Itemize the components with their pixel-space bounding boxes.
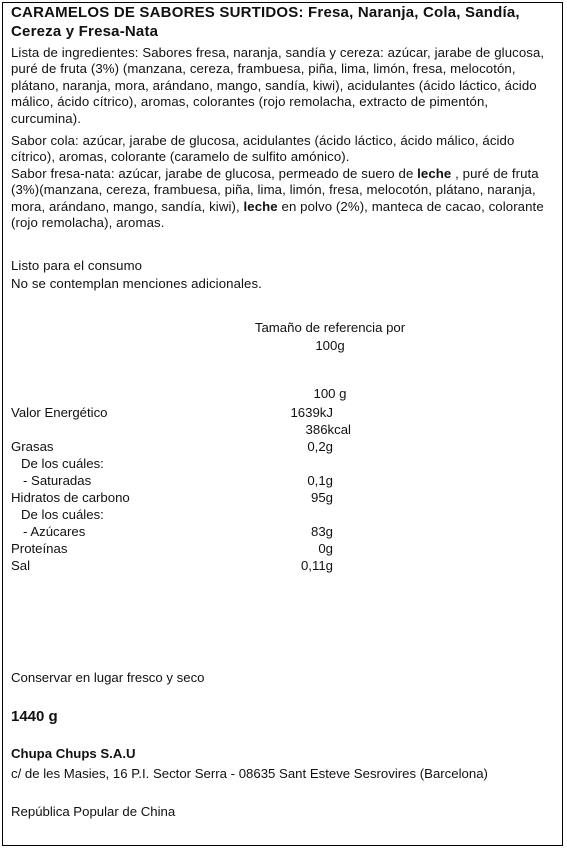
ready-to-eat-note: Listo para el consumo [11, 258, 143, 273]
cola-ingredients: Sabor cola: azúcar, jarabe de glucosa, acidulantes (ácido láctico, ácido málico, ácido cítrico), aromas, colorante (caramelo de sulfito amónico). [11, 133, 515, 165]
fresa-nata-text-2: , puré de fruta (3%)(manzana, cereza, frambuesa, piña, lima, limón, fresa, melocotón, plátano, naranja, mora, arándano, mango, sandía, kiwi), [11, 166, 539, 214]
nutrient-value: 83g [310, 524, 333, 539]
company-address: c/ de les Masies, 16 P.I. Sector Serra - 08635 Sant Esteve Sesrovires (Barcelona) [11, 766, 488, 781]
fresa-nata-text-3: en polvo (2%), manteca de cacao, colorante (rojo remolacha), aromas. [11, 198, 544, 231]
nutrient-label: De los cuáles: [21, 507, 104, 522]
nutrient-value: 95g [310, 490, 333, 505]
nutrition-row-salt [0, 557, 567, 574]
allergen-leche: leche [417, 166, 452, 181]
nutrition-row-kcal [0, 421, 567, 438]
net-weight: 1440 g [11, 708, 58, 725]
allergen-leche: leche [243, 198, 278, 214]
nutrient-value: 0,11g [300, 558, 333, 573]
nutrient-label: Valor Energético [11, 405, 108, 420]
nutrition-row-protein [0, 540, 567, 557]
nutrient-label: Proteínas [11, 541, 68, 556]
storage-instructions: Conservar en lugar fresco y seco [11, 670, 205, 685]
country-of-origin: República Popular de China [11, 804, 176, 819]
nutrition-row-saturated [0, 472, 567, 489]
nutrient-label: Grasas [11, 439, 54, 454]
nutrition-row-carbs [0, 489, 567, 506]
nutrition-header-unit: 100g [315, 338, 345, 353]
nutrition-row-carbs-of-which [0, 506, 567, 523]
nutrient-label: Sal [11, 558, 31, 573]
nutrient-label: De los cuáles: [21, 456, 104, 471]
fresa-nata-ingredients [11, 166, 556, 232]
nutrition-row-fat-of-which [0, 455, 567, 472]
nutrient-value: 0,1g [307, 473, 333, 488]
nutrition-column-label: 100 g [313, 386, 347, 401]
nutrition-row-sugars [0, 523, 567, 540]
product-title: CARAMELOS DE SABORES SURTIDOS: Fresa, Naranja, Cola, Sandía, Cereza y Fresa-Nata [11, 4, 520, 40]
nutrient-label: Hidratos de carbono [11, 490, 130, 505]
nutrition-header: Tamaño de referencia por [254, 320, 406, 335]
nutrient-value: 386kcal [305, 422, 351, 437]
nutrient-value: 1639kJ [290, 405, 333, 420]
ingredients-list: Lista de ingredientes: Sabores fresa, naranja, sandía y cereza: azúcar, jarabe de glucosa, puré de fruta (3%) (manzana, cereza, frambuesa, piña, lima, limón, fresa, melocotón, plátano, naranja, mora, arándano, mango, sandía, kiwi), acidulantes (ácido láctico, ácido málico, ácido cítrico), aromas, colorantes (rojo remolacha, extracto de pimentón, curcumina). [11, 45, 545, 126]
nutrient-label: - Azúcares [23, 524, 86, 539]
company-name: Chupa Chups S.A.U [11, 746, 136, 761]
nutrient-value: 0,2g [307, 439, 333, 454]
fresa-nata-text-1: Sabor fresa-nata: azúcar, jarabe de glucosa, permeado de suero de [11, 166, 418, 181]
nutrient-label: - Saturadas [23, 473, 92, 488]
nutrient-value: 0g [318, 541, 333, 556]
nutrition-row-fat [0, 438, 567, 455]
nutrition-row-energy [0, 404, 567, 421]
no-mentions-note: No se contemplan menciones adicionales. [11, 276, 262, 291]
